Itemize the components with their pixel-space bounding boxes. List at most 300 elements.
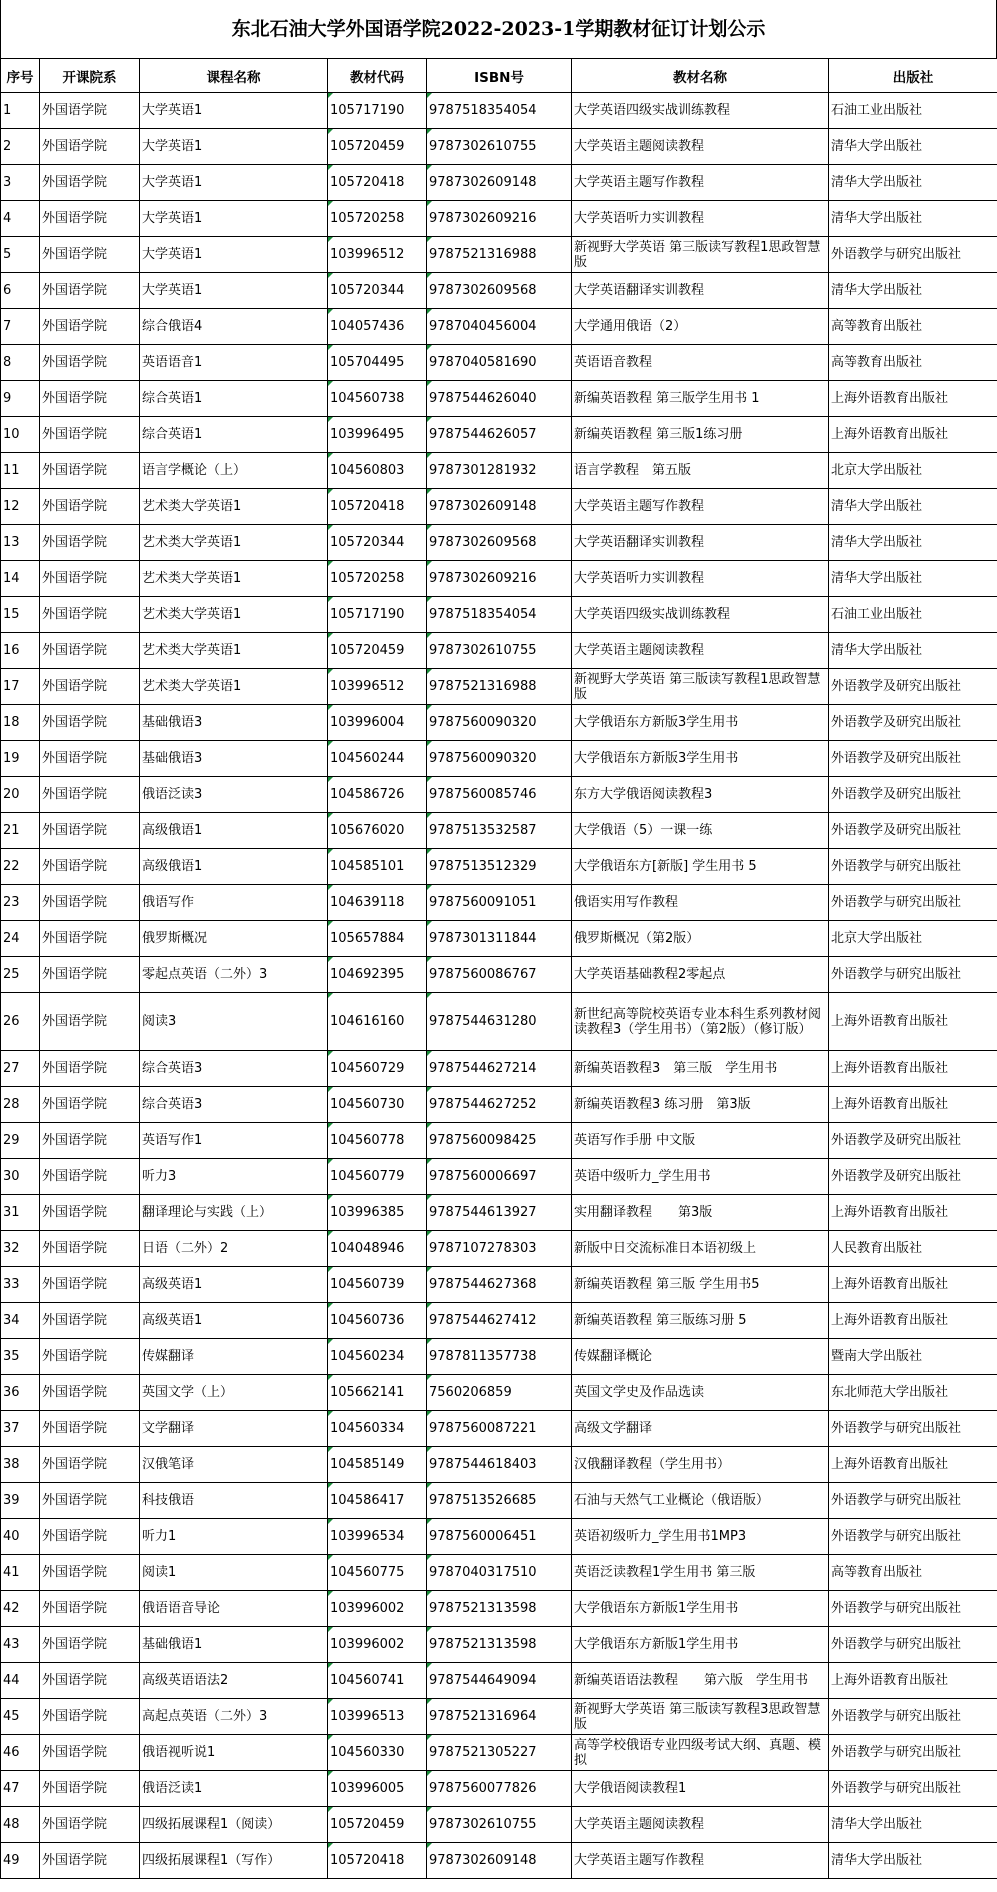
cell-course-name: 高级俄语1 [140,849,328,885]
cell-textbook-code: 104560738 [328,381,427,417]
cell-index: 10 [1,417,40,453]
table-row [1,1195,997,1231]
cell-course-name: 综合英语1 [140,417,328,453]
table-row [1,345,997,381]
cell-department: 外国语学院 [40,1375,140,1411]
cell-publisher: 石油工业出版社 [829,93,997,129]
table-row [1,1483,997,1519]
cell-textbook-name: 大学英语主题阅读教程 [572,129,829,165]
cell-department: 外国语学院 [40,669,140,705]
table-row [1,1051,997,1087]
cell-isbn: 9787544627368 [427,1267,572,1303]
cell-textbook-name: 英语语音教程 [572,345,829,381]
cell-isbn: 9787544627214 [427,1051,572,1087]
cell-textbook-code: 104560779 [328,1159,427,1195]
cell-publisher: 清华大学出版社 [829,201,997,237]
table-row [1,1411,997,1447]
cell-index: 41 [1,1555,40,1591]
cell-department: 外国语学院 [40,561,140,597]
table-row [1,813,997,849]
cell-publisher: 外语教学及研究出版社 [829,1123,997,1159]
cell-course-name: 听力1 [140,1519,328,1555]
cell-publisher: 清华大学出版社 [829,273,997,309]
table-row [1,849,997,885]
cell-department: 外国语学院 [40,1519,140,1555]
cell-publisher: 外语教学及研究出版社 [829,669,997,705]
cell-department: 外国语学院 [40,381,140,417]
cell-publisher: 北京大学出版社 [829,921,997,957]
cell-textbook-code: 104560330 [328,1735,427,1771]
cell-index: 49 [1,1843,40,1879]
cell-isbn: 9787518354054 [427,597,572,633]
cell-course-name: 艺术类大学英语1 [140,489,328,525]
cell-publisher: 外语教学与研究出版社 [829,1771,997,1807]
header-isbn: ISBN号 [427,59,572,93]
cell-isbn: 9787560085746 [427,777,572,813]
cell-course-name: 高级英语1 [140,1267,328,1303]
cell-textbook-name: 大学英语基础教程2零起点 [572,957,829,993]
cell-textbook-code: 104560775 [328,1555,427,1591]
cell-textbook-code: 105720344 [328,273,427,309]
table-row [1,1807,997,1843]
cell-index: 29 [1,1123,40,1159]
cell-textbook-code: 105676020 [328,813,427,849]
cell-textbook-name: 英国文学史及作品选读 [572,1375,829,1411]
table-row [1,1267,997,1303]
cell-textbook-name: 大学通用俄语（2） [572,309,829,345]
cell-publisher: 外语教学及研究出版社 [829,705,997,741]
table-row [1,597,997,633]
cell-textbook-code: 104560741 [328,1663,427,1699]
cell-publisher: 外语教学与研究出版社 [829,957,997,993]
cell-textbook-name: 大学俄语阅读教程1 [572,1771,829,1807]
cell-index: 19 [1,741,40,777]
cell-textbook-code: 103996512 [328,237,427,273]
cell-isbn: 9787513512329 [427,849,572,885]
cell-course-name: 大学英语1 [140,201,328,237]
cell-textbook-name: 新视野大学英语 第三版读写教程1思政智慧版 [572,237,829,273]
cell-department: 外国语学院 [40,417,140,453]
header-index: 序号 [1,59,40,93]
cell-isbn: 9787560006451 [427,1519,572,1555]
cell-department: 外国语学院 [40,705,140,741]
cell-textbook-name: 传媒翻译概论 [572,1339,829,1375]
cell-isbn: 9787107278303 [427,1231,572,1267]
cell-isbn: 9787521313598 [427,1627,572,1663]
cell-textbook-code: 104560729 [328,1051,427,1087]
cell-isbn: 9787544626040 [427,381,572,417]
cell-textbook-name: 新编英语语法教程 第六版 学生用书 [572,1663,829,1699]
cell-index: 8 [1,345,40,381]
cell-publisher: 外语教学与研究出版社 [829,1483,997,1519]
cell-publisher: 清华大学出版社 [829,165,997,201]
cell-index: 34 [1,1303,40,1339]
cell-course-name: 高级英语1 [140,1303,328,1339]
cell-department: 外国语学院 [40,93,140,129]
cell-textbook-name: 石油与天然气工业概论（俄语版） [572,1483,829,1519]
cell-course-name: 传媒翻译 [140,1339,328,1375]
cell-textbook-name: 高等学校俄语专业四级考试大纲、真题、模拟 [572,1735,829,1771]
cell-textbook-name: 大学俄语（5）一课一练 [572,813,829,849]
cell-publisher: 北京大学出版社 [829,453,997,489]
cell-publisher: 外语教学及研究出版社 [829,777,997,813]
cell-department: 外国语学院 [40,1483,140,1519]
cell-department: 外国语学院 [40,1303,140,1339]
cell-course-name: 艺术类大学英语1 [140,597,328,633]
cell-publisher: 外语教学与研究出版社 [829,1627,997,1663]
cell-isbn: 9787302610755 [427,129,572,165]
cell-course-name: 英语写作1 [140,1123,328,1159]
cell-textbook-name: 大学英语主题阅读教程 [572,633,829,669]
cell-index: 13 [1,525,40,561]
cell-index: 18 [1,705,40,741]
cell-textbook-code: 104560730 [328,1087,427,1123]
cell-department: 外国语学院 [40,1339,140,1375]
cell-index: 28 [1,1087,40,1123]
cell-course-name: 俄语语音导论 [140,1591,328,1627]
cell-course-name: 科技俄语 [140,1483,328,1519]
cell-index: 7 [1,309,40,345]
cell-department: 外国语学院 [40,1447,140,1483]
cell-textbook-code: 104585149 [328,1447,427,1483]
cell-textbook-code: 105657884 [328,921,427,957]
cell-isbn: 9787301281932 [427,453,572,489]
cell-index: 22 [1,849,40,885]
cell-isbn: 9787811357738 [427,1339,572,1375]
cell-publisher: 清华大学出版社 [829,489,997,525]
cell-department: 外国语学院 [40,165,140,201]
cell-index: 33 [1,1267,40,1303]
cell-course-name: 听力3 [140,1159,328,1195]
cell-isbn: 9787302609216 [427,561,572,597]
cell-course-name: 俄语视听说1 [140,1735,328,1771]
cell-isbn: 9787518354054 [427,93,572,129]
cell-textbook-code: 105720418 [328,165,427,201]
cell-textbook-code: 103996512 [328,669,427,705]
cell-textbook-code: 103996495 [328,417,427,453]
cell-publisher: 高等教育出版社 [829,345,997,381]
cell-publisher: 外语教学及研究出版社 [829,813,997,849]
cell-isbn: 9787560090320 [427,741,572,777]
cell-textbook-name: 大学俄语东方新版1学生用书 [572,1627,829,1663]
cell-textbook-name: 英语写作手册 中文版 [572,1123,829,1159]
cell-course-name: 阅读3 [140,993,328,1051]
cell-course-name: 大学英语1 [140,273,328,309]
cell-publisher: 上海外语教育出版社 [829,1447,997,1483]
cell-course-name: 俄语写作 [140,885,328,921]
cell-isbn: 9787513526685 [427,1483,572,1519]
cell-textbook-name: 大学俄语东方新版3学生用书 [572,741,829,777]
cell-index: 17 [1,669,40,705]
cell-textbook-code: 105720459 [328,1807,427,1843]
cell-publisher: 暨南大学出版社 [829,1339,997,1375]
cell-index: 43 [1,1627,40,1663]
cell-isbn: 9787040581690 [427,345,572,381]
cell-index: 48 [1,1807,40,1843]
cell-textbook-name: 高级文学翻译 [572,1411,829,1447]
cell-publisher: 清华大学出版社 [829,561,997,597]
table-row [1,1375,997,1411]
cell-isbn: 9787560091051 [427,885,572,921]
cell-textbook-code: 104560739 [328,1267,427,1303]
cell-index: 21 [1,813,40,849]
cell-textbook-name: 大学英语主题阅读教程 [572,1807,829,1843]
cell-department: 外国语学院 [40,597,140,633]
table-row [1,1519,997,1555]
cell-course-name: 大学英语1 [140,93,328,129]
textbook-table [0,58,997,1879]
cell-textbook-name: 实用翻译教程 第3版 [572,1195,829,1231]
cell-index: 26 [1,993,40,1051]
table-row [1,201,997,237]
table-row [1,561,997,597]
cell-isbn: 9787301311844 [427,921,572,957]
cell-isbn: 9787302609148 [427,165,572,201]
cell-isbn: 9787040317510 [427,1555,572,1591]
cell-course-name: 零起点英语（二外）3 [140,957,328,993]
cell-textbook-code: 105720258 [328,561,427,597]
cell-index: 16 [1,633,40,669]
cell-course-name: 基础俄语3 [140,741,328,777]
table-row [1,921,997,957]
cell-course-name: 艺术类大学英语1 [140,561,328,597]
cell-department: 外国语学院 [40,993,140,1051]
cell-department: 外国语学院 [40,525,140,561]
cell-textbook-name: 大学英语主题写作教程 [572,489,829,525]
table-row [1,1159,997,1195]
cell-isbn: 9787544631280 [427,993,572,1051]
cell-department: 外国语学院 [40,1411,140,1447]
header-textbook-code: 教材代码 [328,59,427,93]
cell-textbook-code: 103996385 [328,1195,427,1231]
cell-isbn: 9787040456004 [427,309,572,345]
cell-index: 15 [1,597,40,633]
cell-course-name: 综合俄语4 [140,309,328,345]
cell-isbn: 9787560006697 [427,1159,572,1195]
cell-textbook-code: 105720459 [328,633,427,669]
cell-index: 4 [1,201,40,237]
table-row [1,273,997,309]
cell-textbook-name: 英语初级听力_学生用书1MP3 [572,1519,829,1555]
cell-index: 42 [1,1591,40,1627]
cell-publisher: 外语教学与研究出版社 [829,885,997,921]
cell-course-name: 综合英语3 [140,1087,328,1123]
cell-textbook-code: 105662141 [328,1375,427,1411]
cell-index: 30 [1,1159,40,1195]
cell-course-name: 高级英语语法2 [140,1663,328,1699]
cell-index: 24 [1,921,40,957]
cell-textbook-name: 大学英语翻译实训教程 [572,273,829,309]
cell-publisher: 外语教学与研究出版社 [829,849,997,885]
cell-course-name: 英语语音1 [140,345,328,381]
cell-textbook-code: 105720344 [328,525,427,561]
cell-isbn: 9787544649094 [427,1663,572,1699]
cell-textbook-name: 大学英语翻译实训教程 [572,525,829,561]
cell-publisher: 外语教学与研究出版社 [829,1411,997,1447]
cell-department: 外国语学院 [40,1231,140,1267]
table-row [1,1627,997,1663]
cell-textbook-name: 新视野大学英语 第三版读写教程1思政智慧版 [572,669,829,705]
table-row [1,1555,997,1591]
table-row [1,237,997,273]
cell-department: 外国语学院 [40,849,140,885]
table-row [1,669,997,705]
cell-textbook-name: 英语泛读教程1学生用书 第三版 [572,1555,829,1591]
table-row [1,1591,997,1627]
cell-isbn: 9787302609148 [427,1843,572,1879]
cell-publisher: 外语教学及研究出版社 [829,741,997,777]
header-publisher: 出版社 [829,59,997,93]
cell-department: 外国语学院 [40,201,140,237]
table-row [1,1087,997,1123]
cell-department: 外国语学院 [40,1627,140,1663]
cell-textbook-code: 104057436 [328,309,427,345]
cell-department: 外国语学院 [40,453,140,489]
cell-index: 39 [1,1483,40,1519]
cell-isbn: 9787302609568 [427,525,572,561]
table-row [1,885,997,921]
cell-department: 外国语学院 [40,777,140,813]
cell-textbook-name: 新版中日交流标准日本语初级上 [572,1231,829,1267]
cell-textbook-name: 新编英语教程 第三版1练习册 [572,417,829,453]
header-course-name: 课程名称 [140,59,328,93]
cell-textbook-name: 新编英语教程3 第三版 学生用书 [572,1051,829,1087]
cell-textbook-name: 俄语实用写作教程 [572,885,829,921]
cell-department: 外国语学院 [40,237,140,273]
cell-isbn: 9787302610755 [427,1807,572,1843]
cell-textbook-code: 105720418 [328,1843,427,1879]
cell-index: 40 [1,1519,40,1555]
cell-isbn: 9787521313598 [427,1591,572,1627]
cell-course-name: 艺术类大学英语1 [140,525,328,561]
cell-department: 外国语学院 [40,1159,140,1195]
cell-department: 外国语学院 [40,1591,140,1627]
cell-course-name: 高起点英语（二外）3 [140,1699,328,1735]
cell-index: 35 [1,1339,40,1375]
cell-textbook-name: 大学俄语东方[新版] 学生用书 5 [572,849,829,885]
cell-course-name: 艺术类大学英语1 [140,669,328,705]
cell-department: 外国语学院 [40,1555,140,1591]
cell-index: 32 [1,1231,40,1267]
cell-isbn: 9787560077826 [427,1771,572,1807]
cell-course-name: 文学翻译 [140,1411,328,1447]
cell-textbook-name: 语言学教程 第五版 [572,453,829,489]
cell-publisher: 上海外语教育出版社 [829,1051,997,1087]
cell-index: 36 [1,1375,40,1411]
table-row [1,453,997,489]
table-row [1,93,997,129]
document-title: 东北石油大学外国语学院2022-2023-1学期教材征订计划公示 [0,0,997,58]
cell-department: 外国语学院 [40,489,140,525]
cell-index: 11 [1,453,40,489]
cell-textbook-code: 103996002 [328,1591,427,1627]
cell-publisher: 外语教学与研究出版社 [829,237,997,273]
cell-isbn: 9787302609216 [427,201,572,237]
cell-isbn: 9787544618403 [427,1447,572,1483]
cell-department: 外国语学院 [40,1663,140,1699]
cell-textbook-code: 104560803 [328,453,427,489]
cell-textbook-code: 105717190 [328,597,427,633]
cell-course-name: 四级拓展课程1（阅读） [140,1807,328,1843]
cell-department: 外国语学院 [40,1087,140,1123]
cell-publisher: 外语教学与研究出版社 [829,1735,997,1771]
cell-department: 外国语学院 [40,1195,140,1231]
cell-course-name: 基础俄语1 [140,1627,328,1663]
cell-isbn: 9787302609568 [427,273,572,309]
cell-publisher: 上海外语教育出版社 [829,1303,997,1339]
cell-publisher: 上海外语教育出版社 [829,417,997,453]
cell-department: 外国语学院 [40,921,140,957]
cell-department: 外国语学院 [40,129,140,165]
cell-textbook-code: 104560234 [328,1339,427,1375]
cell-isbn: 7560206859 [427,1375,572,1411]
table-row [1,633,997,669]
cell-index: 37 [1,1411,40,1447]
cell-textbook-name: 汉俄翻译教程（学生用书） [572,1447,829,1483]
cell-index: 44 [1,1663,40,1699]
cell-index: 27 [1,1051,40,1087]
cell-textbook-name: 新编英语教程 第三版练习册 5 [572,1303,829,1339]
cell-textbook-code: 105720459 [328,129,427,165]
cell-textbook-code: 105720418 [328,489,427,525]
cell-course-name: 翻译理论与实践（上） [140,1195,328,1231]
cell-isbn: 9787560087221 [427,1411,572,1447]
cell-publisher: 清华大学出版社 [829,129,997,165]
table-row [1,1663,997,1699]
cell-textbook-code: 104560778 [328,1123,427,1159]
cell-publisher: 外语教学及研究出版社 [829,1159,997,1195]
table-row [1,381,997,417]
cell-course-name: 大学英语1 [140,165,328,201]
table-row [1,309,997,345]
cell-department: 外国语学院 [40,1267,140,1303]
cell-textbook-name: 英语中级听力_学生用书 [572,1159,829,1195]
cell-textbook-name: 大学英语听力实训教程 [572,561,829,597]
cell-department: 外国语学院 [40,1807,140,1843]
cell-isbn: 9787302609148 [427,489,572,525]
cell-textbook-name: 大学英语主题写作教程 [572,165,829,201]
cell-textbook-name: 大学英语四级实战训练教程 [572,597,829,633]
cell-publisher: 人民教育出版社 [829,1231,997,1267]
cell-index: 25 [1,957,40,993]
cell-department: 外国语学院 [40,1843,140,1879]
header-department: 开课院系 [40,59,140,93]
cell-course-name: 俄语泛读3 [140,777,328,813]
cell-course-name: 大学英语1 [140,237,328,273]
cell-isbn: 9787560086767 [427,957,572,993]
cell-department: 外国语学院 [40,1771,140,1807]
cell-publisher: 上海外语教育出版社 [829,993,997,1051]
cell-textbook-code: 103996005 [328,1771,427,1807]
cell-course-name: 四级拓展课程1（写作） [140,1843,328,1879]
cell-publisher: 外语教学与研究出版社 [829,1591,997,1627]
cell-textbook-name: 大学俄语东方新版3学生用书 [572,705,829,741]
cell-course-name: 大学英语1 [140,129,328,165]
cell-textbook-code: 103996004 [328,705,427,741]
cell-textbook-name: 大学英语听力实训教程 [572,201,829,237]
cell-textbook-name: 新编英语教程 第三版学生用书 1 [572,381,829,417]
table-row [1,1339,997,1375]
table-row [1,1699,997,1735]
cell-department: 外国语学院 [40,633,140,669]
cell-textbook-code: 104616160 [328,993,427,1051]
table-row [1,165,997,201]
cell-index: 20 [1,777,40,813]
cell-textbook-name: 新编英语教程 第三版 学生用书5 [572,1267,829,1303]
table-row [1,1303,997,1339]
cell-index: 5 [1,237,40,273]
cell-isbn: 9787513532587 [427,813,572,849]
